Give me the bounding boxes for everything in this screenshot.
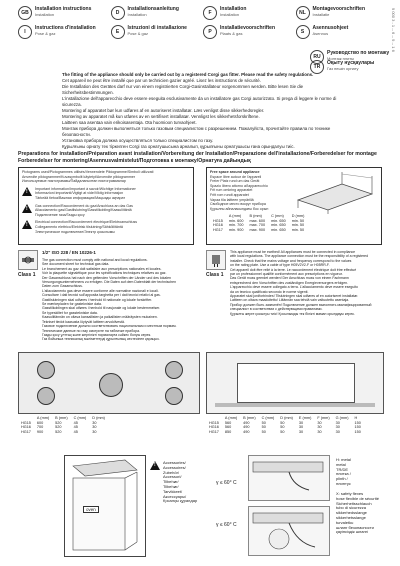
- warning-row: [22, 187, 190, 201]
- worktop-edge: [215, 403, 375, 407]
- table-cell: min. 50: [291, 218, 305, 223]
- section-line: Tekniset tiedot kaasusta löytyvät laitteen arvokilvestä.: [42, 319, 125, 324]
- table-cell: 50: [280, 425, 285, 430]
- language-subtitle: Pose & gaz: [35, 31, 56, 36]
- section-line: L'apparecchio deve essere collegato a terra. L'allacciamento deve essere eseguito: [230, 285, 358, 290]
- free-space-line: Freier Platz rund um das Gerät: [210, 179, 260, 184]
- hose-top-drawing: [249, 456, 329, 500]
- gas-text: Подключение газа/Газды қосу: [35, 212, 85, 217]
- hose-diagram-bottom: [248, 506, 330, 556]
- table-cell: HG16: [209, 425, 219, 430]
- language-title: Оқыту нұсқаулары: [327, 60, 375, 66]
- table-cell: 490: [243, 420, 250, 425]
- table-cell: HG17: [213, 227, 223, 232]
- table-cell: 30: [317, 420, 322, 425]
- table-header-row: [206, 416, 364, 421]
- burner-icon: [99, 373, 123, 397]
- language-subtitle: Монтаж плиты: [327, 56, 355, 61]
- language-code: E: [111, 25, 125, 39]
- note-line: turvaletku: [336, 519, 354, 525]
- free-space-line: Fritt rom rundt apparatet: [210, 192, 249, 197]
- table-cell: 150: [354, 425, 361, 430]
- preparation-heading: [18, 151, 378, 164]
- accessory-line: Tarvikkeet/: [163, 488, 183, 494]
- safety-line: Die Installation des Gerätes darf nur von einem registrierten Corgi-Gasinstallateur vorgenommen werden. Bitte lesen Sie die Sicherheitsbestimmungen.: [62, 84, 304, 95]
- table-cell: 30: [92, 429, 97, 434]
- column-header: E (mm): [298, 416, 312, 420]
- table-cell: HG16: [213, 223, 223, 228]
- column-header: G (mm): [335, 416, 349, 420]
- language-subtitle: Installation: [127, 12, 147, 17]
- table-cell: min. 600: [228, 218, 244, 223]
- section-line: специалист в соответствии с действующими правилами.: [230, 307, 323, 312]
- section-line: Le branchement au gaz doit satisfaire aux prescriptions nationales et locales.: [42, 266, 162, 271]
- cutout-outline: [237, 363, 355, 403]
- language-code: P: [203, 25, 217, 39]
- language-subtitle: Pose & gaz: [127, 31, 148, 36]
- table-cell: min. 50: [291, 227, 305, 232]
- note-line: қауіпсіздік шлангі: [336, 529, 369, 535]
- section-line: Cet appareil doit être relié à la terre. Le raccordement électrique doit être effectué: [230, 267, 357, 272]
- language-code: NL: [296, 6, 310, 20]
- angle-label-bottom: γ ≤ 60° C: [216, 522, 237, 528]
- lang-item: [203, 6, 292, 20]
- table-cell: 560: [224, 425, 232, 430]
- safety-line: The fitting of the appliance should only be carried out by a registered Corgi gas fitter. Please read the safety regulations.: [62, 72, 314, 77]
- table-cell: 850: [224, 429, 232, 434]
- table-cell: 30: [317, 425, 322, 430]
- burner-icon: [37, 361, 55, 379]
- electric-text: Электрическое подключение/Электр қосылымы: [35, 229, 115, 234]
- table-cell: 30: [92, 425, 97, 430]
- gas-connection-image: [18, 250, 38, 270]
- section-line: Daten zum Gasanschluss.: [42, 284, 83, 289]
- note-line: sikkerhedsslange: [336, 510, 367, 516]
- note-line: tubo di sicurezza: [336, 505, 367, 511]
- free-space-dimension-table: [210, 214, 307, 232]
- table-row: [210, 228, 307, 233]
- section-line: Прибор должен быть заземлён! Подключение должен выполнять квалифицированный: [230, 302, 372, 307]
- gas-row: [22, 204, 190, 218]
- table-cell: 700: [36, 425, 44, 430]
- table-cell: min. 50: [291, 223, 305, 228]
- table-cell: 45: [73, 425, 78, 430]
- table-cell: 45: [73, 429, 78, 434]
- table-row: [18, 430, 108, 435]
- free-space-line: Espace libre autour de l'appareil: [210, 174, 262, 179]
- language-title: Installation instructions: [35, 6, 92, 12]
- language-code: I: [18, 25, 32, 39]
- table-cell: 30: [335, 425, 340, 430]
- accessory-line: Аксессуары/: [163, 493, 187, 499]
- accessory-line: Қосалқы құралдар: [163, 498, 198, 504]
- gas-connection-spec: 1/2" ISO 228 / EN 10226-1: [42, 250, 96, 255]
- safety-notes: [62, 72, 352, 150]
- table-cell: 30: [298, 429, 304, 434]
- accessories-warning: [150, 461, 220, 504]
- safety-line: Cet appareil ne peut être installé que par un technicien gazier agréé. Lisez les instructions de sécurité.: [62, 78, 261, 83]
- note-line: шланг безопасности: [336, 524, 374, 530]
- pictogram-line: Используемые пиктограммы/Пайдаланылған пиктограммалар: [22, 179, 126, 184]
- free-space-line: Frit rum omkring apparatet: [210, 188, 253, 193]
- section-line: Versorgungsunternehmens zu erfolgen. Die Daten auf dem Datenblatt der technischen: [42, 280, 177, 285]
- section-line: L'allacciamento gas deve essere conforme alle normative nazionali e locali.: [42, 288, 159, 293]
- free-space-line: Spazio libero attorno all'apparecchio: [210, 183, 268, 188]
- section-line: Der Gasanschluss hat nach den geltenden Vorschriften der Länder und des lokalen: [42, 275, 172, 280]
- note-line: плинтус: [336, 480, 351, 486]
- accessory-line: Accessoires/: [163, 464, 186, 470]
- section-line: Газовое подключение должно соответствовать национальным и местным нормам.: [42, 324, 177, 329]
- lang-item: [111, 6, 200, 20]
- electric-warning-icon: [22, 220, 32, 229]
- table-cell: HG15: [21, 420, 31, 425]
- section-line: Газ бойынша техникалық мәліметтерді құрылғының кестесінен қараңыз.: [42, 337, 160, 342]
- language-subtitle: Plaats & gas: [220, 31, 243, 36]
- language-subtitle: Installation: [220, 12, 240, 17]
- class-label-right: Class 1: [206, 272, 224, 278]
- lang-item: [18, 6, 107, 20]
- hose-bottom-drawing: [249, 507, 329, 555]
- table-cell: 490: [243, 429, 250, 434]
- hob-dimension-table: [18, 416, 108, 434]
- hob-top-view-left: [18, 352, 200, 414]
- table-cell: 520: [55, 425, 62, 430]
- language-subtitle: Installatie: [312, 12, 330, 17]
- preparation-text: Preparations for installation/Préparation avant installation/Vorbereitung der Installation/Preparazione dell'installazione/Forberedelser for montage Forberedelser for montering/Asennusvalmistelut/Подготовка к монтажу/Орнатуға дайындық: [18, 151, 377, 164]
- section-line: installer. Check that the mains voltage and frequency correspond to the values: [230, 258, 352, 263]
- accessory-line: Tilbehør/: [163, 479, 179, 485]
- table-cell: 30: [298, 425, 304, 430]
- table-cell: 30: [92, 420, 97, 425]
- table-cell: 50: [280, 429, 285, 434]
- section-line: entsprechend den Vorschriften des zuständigen Energieversorgers erfolgen.: [230, 280, 349, 285]
- section-line: This appliance must be earthed! All appliances must be connected in compliance: [230, 250, 356, 254]
- table-cell: 30: [298, 420, 304, 425]
- gas-warning-icon: [22, 204, 32, 213]
- electric-row: [22, 220, 190, 234]
- column-header: F (mm): [317, 416, 330, 420]
- gas-text: Gas connection/Raccordement du gaz/Anschluss an das Gas: [35, 203, 133, 208]
- pictogram-box: [18, 167, 194, 245]
- accessory-line: Accessories/: [163, 460, 186, 465]
- free-space-line: Vapaa tila laitteen ympärillä: [210, 197, 254, 202]
- column-header: A (mm): [228, 214, 242, 218]
- language-header: [18, 6, 384, 39]
- column-header: D (mm): [92, 416, 105, 420]
- free-space-box: [206, 167, 382, 245]
- accessory-line: Accessori/: [163, 474, 182, 480]
- language-code: RU: [310, 50, 324, 64]
- oven-label: oven: [83, 506, 99, 513]
- section-line: Kaasuliitännän on oltava kansallisten ja paikallisten määräysten mukainen.: [42, 315, 158, 320]
- table-cell: min. 650: [271, 223, 286, 228]
- section-line: on the rating plate. Use a cable of type H05V2V2-F or H05RR-F.: [230, 263, 330, 268]
- column-header: D (mm): [280, 416, 293, 420]
- table-cell: 30: [317, 429, 322, 434]
- column-header: B (mm): [243, 416, 256, 420]
- note-line: X: safety flexes: [336, 491, 364, 496]
- lang-item: [296, 25, 385, 39]
- note-line: H: metal: [336, 457, 351, 462]
- lang-item: [18, 25, 107, 39]
- safety-line: Установка прибора должна осуществляться только специалистом по газу.: [62, 138, 214, 143]
- table-cell: 560: [224, 420, 232, 425]
- lang-item: [203, 25, 292, 39]
- right-notes-bottom: [336, 492, 392, 535]
- accessory-line: Tilbehør/: [163, 483, 179, 489]
- table-cell: min. 650: [271, 218, 286, 223]
- table-cell: max. 600: [249, 218, 266, 223]
- free-space-diagram: [292, 170, 378, 214]
- oven-cabinet-diagram: [64, 455, 146, 557]
- language-title: Руководство по монтажу: [327, 50, 390, 56]
- language-code: TR: [310, 60, 324, 74]
- plug-icon: [207, 251, 225, 269]
- column-header: H: [354, 416, 358, 420]
- table-cell: 520: [55, 429, 62, 434]
- section-line: Gastilslutningen skal udføres i henhold til nationale og lokale forskrifter.: [42, 297, 153, 302]
- table-cell: min. 650: [271, 227, 286, 232]
- section-line: Se typeskiltet for gasstekniske data.: [42, 310, 98, 315]
- safety-line: L'installazione dell'apparecchio deve essere eseguita esclusivamente da un installatore gas Corgi autorizzato. Si prega di leggere le norme di sicurezza.: [62, 96, 337, 107]
- table-cell: HG17: [21, 429, 31, 434]
- table-cell: min. 900: [228, 227, 244, 232]
- right-notes-top: [336, 458, 392, 487]
- section-line: Laitteen on oltava maadoitettu! Liitännän saa tehdä vain valtuutettu asentaja.: [230, 298, 350, 303]
- language-title: Instructions d'installation: [35, 25, 96, 31]
- safety-line: Montering af apparatet bør kun udføres af en autoriseret installatør. Læs venligst disse sikkerhedsregler.: [62, 108, 265, 113]
- lang-item: [111, 25, 200, 39]
- table-row: [206, 430, 364, 435]
- section-line: par un professionnel qualifié conformément aux prescriptions en vigueur.: [230, 272, 343, 277]
- table-cell: 45: [73, 420, 78, 425]
- free-space-title: Free space around appliance: [210, 170, 260, 174]
- note-line: TR/DE: [336, 466, 348, 472]
- column-header: A (mm): [36, 416, 50, 420]
- column-header: B (mm): [249, 214, 262, 218]
- table-cell: 520: [55, 420, 62, 425]
- note-line: плитка /: [336, 471, 351, 477]
- electric-connection-image: [206, 250, 226, 270]
- table-cell: 30: [335, 420, 340, 425]
- safety-line: Montering av apparatet må kun utføres av en sertifisert installatør. Vennligst les sikkerhetsforskriftene.: [62, 114, 260, 119]
- language-code: S: [296, 25, 310, 39]
- table-cell: 900: [36, 429, 44, 434]
- section-line: Voir la plaquette signalétique pour les spécifications techniques relatives au gaz.: [42, 271, 167, 276]
- language-subtitle: Asennus: [312, 31, 329, 36]
- lang-item: [296, 6, 385, 20]
- section-line: The gas connection must comply with national and local regulations.: [42, 258, 148, 262]
- warning-icon: [150, 461, 160, 470]
- language-title: Installation: [220, 6, 247, 12]
- class-label-left: Class 1: [18, 272, 36, 278]
- table-cell: HG17: [209, 429, 219, 434]
- accessories-list: [150, 458, 220, 504]
- table-cell: HG15: [209, 420, 219, 425]
- document-code: 9 000 3 - 1 -- 6 -- 9 -- 1 6: [391, 8, 396, 52]
- section-line: Consultare i dati tecnici sull'apposita targhetta per i dati tecnici relativi al gas.: [42, 293, 161, 298]
- angle-label-top: γ ≤ 60° C: [216, 480, 237, 486]
- section-line: Құрылғы жерге қосылуы тиіс! Қосылымды тек білікті маман орындауы керек.: [230, 311, 355, 316]
- accessory-line: Zubehör/: [163, 469, 180, 475]
- pictogram-line: Anvendte piktogrammer/Kuvasymbolit käytetyt/Anvendte piktogrammer: [22, 174, 136, 179]
- electric-text: Collegamento elettrico/Elektrisk tilslutning/Sähköliitäntä: [35, 224, 123, 229]
- column-header: C (mm): [271, 214, 284, 218]
- table-cell: max. 900: [249, 227, 266, 232]
- column-header: D (mm): [291, 214, 305, 218]
- table-cell: HG15: [213, 218, 223, 223]
- section-line: with local regulations. The appliance connection must be the responsibility of a registered: [230, 254, 369, 259]
- burner-icon: [165, 387, 183, 405]
- safety-line: Laitteen saa asentaa vain erikoisasentaja. Ota huomioon turvaohjeet.: [62, 120, 197, 125]
- section-line: Gasstilkoblingen skal utføres i henhold til nasjonale og lokale bestemmelser.: [42, 306, 161, 311]
- language-code: GB: [18, 6, 32, 20]
- table-cell: 150: [354, 420, 361, 425]
- warning-text: Tärkeää tietoa/Важная информация/Маңызды ақпарат: [35, 195, 126, 200]
- language-subtitle: Installation: [35, 12, 55, 17]
- table-cell: 150: [354, 429, 361, 434]
- section-line: da un tecnico qualificato secondo le norme vigenti.: [230, 289, 309, 294]
- table-cell: 490: [243, 425, 250, 430]
- gas-pipe-icon: [19, 251, 37, 269]
- column-header: C (mm): [73, 416, 87, 420]
- column-header: A (mm): [224, 416, 238, 420]
- warning-text: Important information/Important à savoir/Wichtige Informationen: [35, 186, 137, 191]
- language-title: Istruzioni di installazione: [127, 25, 187, 31]
- free-space-line: Құрылғы айналасындағы бос орын: [210, 206, 269, 211]
- note-line: metal: [336, 461, 346, 467]
- table-cell: 50: [280, 420, 285, 425]
- burner-icon: [165, 361, 183, 379]
- table-cell: min. 700: [228, 223, 244, 228]
- table-cell: 50: [261, 425, 266, 430]
- table-cell: max. 700: [249, 223, 266, 228]
- cutout-dimension-table: [206, 416, 364, 434]
- electric-text: Electrical connection/Raccordement électrique/Elektroanschluss: [35, 220, 138, 225]
- electric-connection-section: [230, 250, 382, 316]
- safety-line: Құрылғыны орнату тек тіркелген Corgi газ орнатушысына арналып, құрылғыны орнатушысы ғана орындалуы тиіс.: [62, 144, 295, 149]
- warning-icon: [22, 187, 32, 196]
- language-title: Montagevoorschriften: [312, 6, 366, 12]
- language-title: Asennusohjeet: [312, 25, 349, 31]
- hob-cutout-right: [206, 352, 384, 414]
- section-line: Das Gerät muss geerdet werden! Der Anschluss muss von einem Fachmann: [230, 276, 349, 281]
- language-code: F: [203, 6, 217, 20]
- warning-text: Informazioni importanti/Vigtigt at vide/Viktig informasjon: [35, 191, 124, 196]
- column-header: C (mm): [261, 416, 275, 420]
- note-line: hose flexible de sécurité: [336, 495, 379, 501]
- hose-diagram-top: [248, 455, 330, 501]
- section-line: Газды қосу ұлттық және жергілікті нормаларға сәйкес болуы керек.: [42, 332, 152, 337]
- section-line: Apparatet skal jordforbindes! Tilslutningen skal udføres af en autoriseret installatør.: [230, 294, 359, 299]
- language-title: Installationsanleitung: [127, 6, 179, 12]
- note-line: sikkerhetsslange: [336, 514, 366, 520]
- table-cell: HG16: [21, 425, 31, 430]
- language-subtitle: Газ пешін орнату: [327, 66, 359, 71]
- free-space-line: Свободное место вокруг прибора: [210, 202, 266, 207]
- column-header: B (mm): [55, 416, 68, 420]
- hob-perspective-diagram: [292, 170, 378, 214]
- table-cell: 30: [335, 429, 340, 434]
- table-cell: 50: [261, 429, 266, 434]
- safety-line: Монтаж прибора должен выполняться только газовым специалистом с разрешением. Пожалуйста, прочитайте правила по технике безопасности.: [62, 126, 331, 137]
- gas-connection-section: [42, 258, 196, 342]
- burner-icon: [37, 387, 55, 405]
- gas-text: Allacciamento gas/Gastilslutning/Gasstilkobling/Kaasuliitäntä: [35, 208, 132, 213]
- note-line: Sicherheitsschlauch: [336, 500, 372, 506]
- section-line: See document sheet for technical gas data.: [42, 262, 110, 267]
- pictogram-title: Pictograms used/Pictogrammes utilisés/Verwendete Piktogramme/Simboli utilizzati: [22, 170, 154, 174]
- cabinet-drawing: [65, 456, 145, 556]
- table-cell: 50: [261, 420, 266, 425]
- note-line: plinth /: [336, 476, 348, 482]
- language-code: D: [111, 6, 125, 20]
- language-title: Installatievoorschriften: [220, 25, 276, 31]
- section-line: Технические данные по газу смотрите на табличке прибора.: [42, 328, 141, 333]
- table-cell: 600: [36, 420, 44, 425]
- section-line: Se mærkepladen for gastekniske data.: [42, 302, 102, 307]
